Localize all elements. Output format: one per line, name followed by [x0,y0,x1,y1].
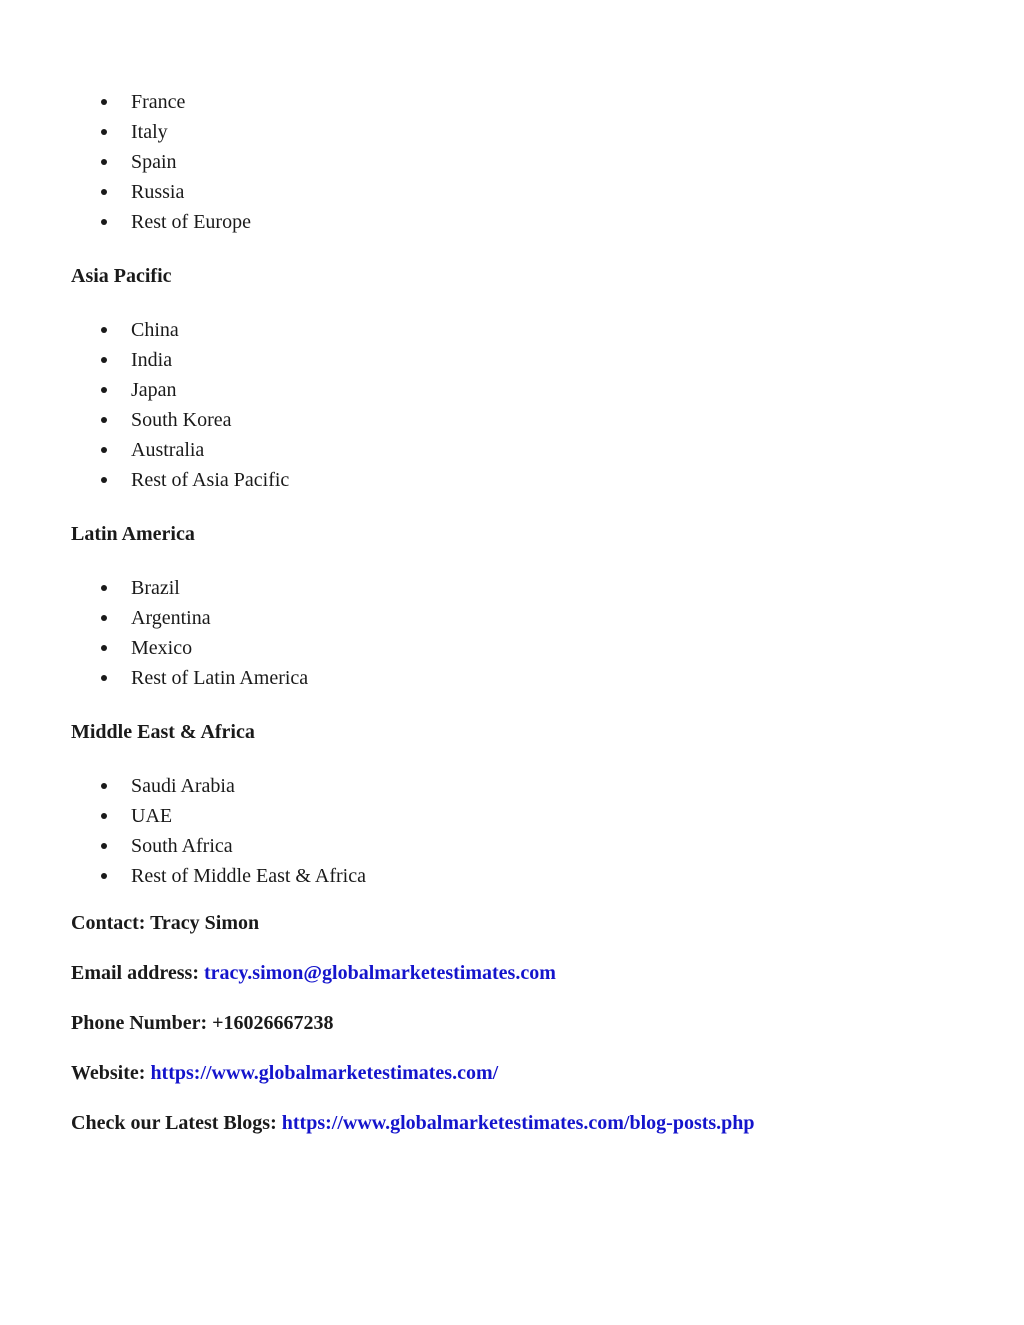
website-label: Website: [71,1062,151,1084]
bullet-icon [101,645,107,651]
list-item-label: Rest of Latin America [131,667,309,689]
list-item-label: France [131,91,186,113]
list-item-label: Japan [131,379,177,401]
bullet-icon [101,189,107,195]
bullet-icon [101,327,107,333]
list-item [0,435,289,465]
list-item [0,603,308,633]
website-link[interactable]: https://www.globalmarketestimates.com/ [150,1062,499,1084]
list-item [0,87,251,117]
bullet-icon [101,99,107,105]
email-link[interactable]: tracy.simon@globalmarketestimates.com [203,962,556,984]
bullet-icon [101,357,107,363]
list-item [0,375,289,405]
bullet-icon [101,159,107,165]
bullet-icon [101,477,107,483]
list-item-label: India [131,349,173,371]
list-item-label: Saudi Arabia [131,775,235,797]
list-item-label: China [131,319,179,341]
asia-pacific-country-list [0,315,289,495]
website-line [71,1061,498,1085]
email-label: Email address: [71,962,204,984]
list-item-label: UAE [131,805,173,827]
latin-america-country-list [0,573,308,693]
list-item [0,405,289,435]
section-heading-middle-east-africa: Middle East & Africa [71,721,255,743]
bullet-icon [101,417,107,423]
list-item-label: Spain [131,151,177,173]
europe-country-list [0,87,251,237]
blogs-link[interactable]: https://www.globalmarketestimates.com/blog-posts.php [281,1112,755,1134]
bullet-icon [101,585,107,591]
bullet-icon [101,813,107,819]
list-item [0,207,251,237]
list-item [0,315,289,345]
list-item-label: Australia [131,439,205,461]
bullet-icon [101,387,107,393]
list-item-label: Russia [131,181,185,203]
middle-east-africa-country-list [0,771,366,891]
list-item [0,801,366,831]
list-item [0,573,308,603]
list-item [0,861,366,891]
list-item [0,663,308,693]
bullet-icon [101,447,107,453]
list-item [0,345,289,375]
section-heading-asia-pacific: Asia Pacific [71,265,172,287]
list-item-label: Argentina [131,607,211,629]
list-item-label: South Korea [131,409,232,431]
list-item [0,831,366,861]
bullet-icon [101,615,107,621]
phone-line: Phone Number: +16026667238 [71,1012,334,1034]
list-item-label: Rest of Asia Pacific [131,469,290,491]
list-item-label: Rest of Middle East & Africa [131,865,366,887]
list-item [0,465,289,495]
bullet-icon [101,129,107,135]
list-item-label: Brazil [131,577,180,599]
section-heading-latin-america: Latin America [71,523,195,545]
list-item [0,147,251,177]
list-item [0,633,308,663]
list-item [0,771,366,801]
bullet-icon [101,675,107,681]
blogs-label: Check our Latest Blogs: [71,1112,282,1134]
list-item-label: South Africa [131,835,233,857]
list-item-label: Mexico [131,637,193,659]
list-item-label: Italy [131,121,168,143]
email-line [71,961,556,985]
list-item [0,177,251,207]
bullet-icon [101,219,107,225]
bullet-icon [101,873,107,879]
list-item-label: Rest of Europe [131,211,251,233]
contact-name-line: Contact: Tracy Simon [71,912,260,934]
bullet-icon [101,843,107,849]
blogs-line [71,1111,755,1135]
list-item [0,117,251,147]
bullet-icon [101,783,107,789]
